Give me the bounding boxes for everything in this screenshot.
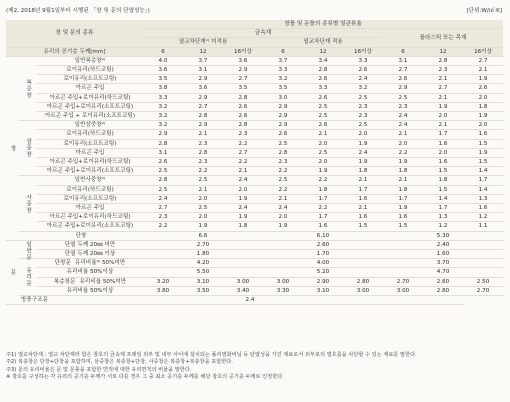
cell-value: 1.7	[303, 213, 343, 222]
cell-value: 3.2	[143, 102, 183, 111]
cell-value: 2.9	[383, 84, 423, 93]
cell-value: 2.2	[223, 139, 263, 148]
cell-value: 2.7	[223, 75, 263, 84]
table-row	[6, 121, 503, 130]
cell-value: 3.3	[303, 84, 343, 93]
cell-value: 2.6	[383, 75, 423, 84]
cell-value: 2.3	[223, 130, 263, 139]
header-plastic-label: 플라스틱 또는 목재	[383, 29, 503, 47]
table-row	[6, 158, 503, 167]
cell-value: 2.0	[383, 139, 423, 148]
cell-value: 2.1	[423, 75, 463, 84]
cell-value: 3.1	[383, 56, 423, 65]
door-category-label: 문	[6, 240, 19, 304]
table-row	[6, 75, 503, 84]
cell-value: 2.6	[263, 130, 303, 139]
cell-value: 1.9	[303, 167, 343, 176]
cell-value: 1.7	[423, 130, 463, 139]
row-name: 일반삼중창²⁾	[37, 121, 143, 130]
cell-value: 1.5	[343, 222, 383, 231]
cell-value: 2.6	[463, 84, 503, 93]
cell-value: 3.6	[183, 84, 223, 93]
row-name: 아르곤 주입	[37, 84, 143, 93]
cell-value: 2.3	[183, 139, 223, 148]
cell-value: 2.7	[183, 102, 223, 111]
cell-value: 1.9	[423, 102, 463, 111]
cell-value: 1.9	[343, 158, 383, 167]
cell-value: 1.9	[223, 213, 263, 222]
header-metal-b: 열교차단재 적용	[263, 38, 383, 47]
cell-value: 1.8	[383, 185, 423, 194]
cell-value: 1.5	[423, 185, 463, 194]
cell-value: 3.1	[183, 66, 223, 75]
cell-value: 1.8	[303, 185, 343, 194]
cell-value: 2.1	[343, 204, 383, 213]
cell-value: 6.6	[143, 231, 263, 240]
cell-value: 1.9	[383, 204, 423, 213]
cell-value: 3.1	[143, 148, 183, 157]
cell-value: 2.7	[143, 204, 183, 213]
row-name: 방풍구조문	[21, 297, 49, 304]
cell-value: 1.6	[423, 158, 463, 167]
subgroup-label: 단창문	[54, 260, 71, 267]
cell-value: 1.7	[343, 185, 383, 194]
row-name: 단열 두께 20㎜ 미만	[37, 240, 143, 249]
cell-value: 4.0	[143, 56, 183, 65]
cell-value: 1.9	[463, 112, 503, 121]
cell-value: 2.4	[343, 148, 383, 157]
row-name: 아르곤 주입+로이유리(하드코팅)	[37, 158, 143, 167]
cell-value: 3.10	[303, 286, 343, 295]
cell-value: 2.4	[223, 176, 263, 185]
window-category-label: 창	[6, 56, 19, 240]
table-row	[6, 185, 503, 194]
table-row	[6, 130, 503, 139]
row-name: 단창	[19, 231, 143, 240]
table-row	[6, 204, 503, 213]
cell-value: 1.8	[423, 176, 463, 185]
cell-value: 2.9	[223, 66, 263, 75]
cell-value: 2.9	[263, 121, 303, 130]
cell-value: 2.90	[303, 277, 343, 286]
cell-value: 2.9	[183, 121, 223, 130]
cell-value: 5.20	[263, 268, 383, 277]
cell-value: 6.10	[263, 231, 383, 240]
cell-value: 3.4	[303, 56, 343, 65]
header-heat-label: 창틀 및 문틀의 종류별 열관류율	[143, 20, 503, 29]
table-row	[6, 268, 503, 277]
cell-value: 2.1	[383, 130, 423, 139]
cell-value: 2.6	[303, 93, 343, 102]
cell-value: 3.70	[383, 259, 503, 268]
table-row	[6, 66, 503, 75]
cell-value: 2.1	[183, 130, 223, 139]
cell-value: 2.9	[263, 112, 303, 121]
cell-value: 2.70	[383, 277, 423, 286]
cell-value: 3.80	[143, 286, 183, 295]
cell-value: 2.5	[183, 176, 223, 185]
cell-value: 3.20	[143, 277, 183, 286]
cell-value: 2.6	[303, 121, 343, 130]
footnote: 주3) 문의 유리비율은 문 및 문틀을 포함한 면적에 대한 유리면적의 비율을 말한다.	[6, 366, 192, 373]
cell-value: 5.30	[383, 231, 503, 240]
header-t16: 16이상	[223, 47, 263, 56]
cell-value: 1.9	[463, 75, 503, 84]
cell-value: 2.8	[183, 148, 223, 157]
cell-value: 2.1	[423, 121, 463, 130]
cell-value: 5.50	[143, 268, 263, 277]
cell-value: 2.6	[223, 112, 263, 121]
table-row	[6, 84, 503, 93]
cell-value: 2.8	[223, 93, 263, 102]
cell-value: 2.2	[263, 185, 303, 194]
cell-value: 2.9	[183, 75, 223, 84]
header-t16: 16이상	[463, 47, 503, 56]
cell-value: 2.1	[303, 130, 343, 139]
header-type-label: 창 및 문의 종류	[6, 20, 143, 47]
row-name	[37, 268, 143, 277]
cell-value: 1.7	[463, 176, 503, 185]
cell-value: 1.6	[343, 194, 383, 203]
cell-value: 2.2	[183, 167, 223, 176]
cell-value: 1.7	[303, 194, 343, 203]
row-name: 로이유리(소프트코팅)	[37, 139, 143, 148]
cell-value: 3.10	[183, 277, 223, 286]
cell-value: 2.0	[303, 158, 343, 167]
cell-value: 2.50	[463, 277, 503, 286]
u-value-table	[6, 20, 503, 305]
cell-value: 2.0	[463, 93, 503, 102]
cell-value: 2.4	[37, 296, 463, 305]
table-row	[6, 240, 503, 249]
cell-value: 3.7	[183, 56, 223, 65]
table-row	[6, 296, 503, 305]
cell-value: 1.9	[183, 222, 223, 231]
table-row	[6, 286, 503, 295]
cell-value: 2.1	[263, 194, 303, 203]
cell-value: 1.5	[423, 167, 463, 176]
cell-value: 3.6	[223, 56, 263, 65]
group-label: 유리문	[19, 259, 37, 296]
table-row	[6, 213, 503, 222]
cell-value: 2.4	[223, 204, 263, 213]
table-row	[6, 93, 503, 102]
row-name: 아르곤 주입+로이유리(소프트코팅)	[37, 222, 143, 231]
header-t12: 12	[183, 47, 223, 56]
cell-value: 3.3	[263, 66, 303, 75]
row-name: 아르곤 주입+로이유리(소프트코팅)	[37, 102, 143, 111]
cell-value: 3.00	[223, 277, 263, 286]
cell-value: 1.7	[383, 194, 423, 203]
cell-value: 1.6	[383, 213, 423, 222]
row-name: 아르곤 주입+로이유리(하드코팅)	[37, 93, 143, 102]
cell-value: 3.2	[143, 112, 183, 121]
cell-value: 1.6	[343, 213, 383, 222]
cell-value: 2.1	[343, 176, 383, 185]
cell-value: 2.70	[463, 286, 503, 295]
cell-value: 2.6	[343, 66, 383, 75]
cell-value: 2.3	[263, 158, 303, 167]
cell-value: 2.0	[263, 213, 303, 222]
cell-value: 1.8	[463, 102, 503, 111]
header-metal-label: 금속재	[143, 29, 383, 38]
cell-value: 2.8	[183, 112, 223, 121]
cell-value: 2.5	[263, 139, 303, 148]
cell-value: 2.8	[143, 176, 183, 185]
table-row	[6, 231, 503, 240]
cell-value: 1.9	[383, 158, 423, 167]
cell-value: 4.70	[383, 268, 503, 277]
row-name: 아르곤 주입 + 로이유리(소프트코팅)	[37, 112, 143, 121]
footnote: ※ 창호를 구성하는 각 유리의 공기층 두께가 서로 다를 경우 그 중 최소 공기층 두께를 해당 창호의 공기층 두께로 인정한다.	[6, 373, 284, 380]
cell-value: 2.7	[383, 66, 423, 75]
cell-value: 2.1	[183, 185, 223, 194]
footnote: 주1) 열교차단재 : 열교 차단재라 함은 창호의 금속제 프레임 외부 및 내부 사이에 설치되는 폴리염화비닐 등 단열성을 가진 재료로서 외부로의 열흐름을 차단할 수 있는 재료를 말한다.	[6, 352, 417, 358]
cell-value: 2.0	[303, 139, 343, 148]
cell-value: 2.4	[343, 75, 383, 84]
cell-value: 3.2	[263, 75, 303, 84]
cell-value: 1.6	[423, 139, 463, 148]
cell-value: 2.5	[143, 185, 183, 194]
cell-value: 2.6	[303, 75, 343, 84]
cell-value: 2.0	[183, 194, 223, 203]
cell-value: 2.5	[383, 93, 423, 102]
header-t12: 12	[423, 47, 463, 56]
table-row	[6, 250, 503, 259]
row-name: 로이유리(하드코팅)	[37, 66, 143, 75]
table-row	[6, 222, 503, 231]
cell-value: 3.00	[343, 286, 383, 295]
cell-value: 1.70	[263, 250, 383, 259]
cell-value: 1.9	[263, 222, 303, 231]
cell-value: 1.6	[303, 222, 343, 231]
cell-value: 2.5	[303, 102, 343, 111]
cell-value: 2.3	[343, 102, 383, 111]
row-name	[37, 277, 143, 286]
cell-value: 2.5	[303, 148, 343, 157]
cell-value: 2.0	[423, 148, 463, 157]
cell-value: 2.0	[223, 185, 263, 194]
header-t6: 6	[263, 47, 303, 56]
cell-value: 3.5	[223, 84, 263, 93]
cell-value: 2.8	[223, 121, 263, 130]
cell-value: 3.30	[263, 286, 303, 295]
cell-value: 4.20	[143, 259, 263, 268]
cell-value: 2.9	[143, 130, 183, 139]
cell-value: 2.60	[423, 277, 463, 286]
cell-value: 2.1	[223, 167, 263, 176]
cell-value: 2.4	[143, 194, 183, 203]
cell-value: 1.8	[223, 222, 263, 231]
footnote: 주2) 복층창은 단창+단창을 포함하며, 삼중창은 복층창+단창, 사중창은 복층창+복층창을 포함한다.	[6, 359, 233, 366]
cell-value: 2.8	[143, 139, 183, 148]
row-name	[37, 259, 143, 268]
row-subname: 유리비율³⁾ 50%미만	[74, 260, 126, 267]
row-name: 로이유리(하드코팅)	[37, 185, 143, 194]
cell-value: 1.9	[343, 139, 383, 148]
cell-value: 4.00	[263, 259, 383, 268]
table-row	[6, 167, 503, 176]
group-label: 사중창	[19, 176, 37, 231]
cell-value: 3.6	[143, 66, 183, 75]
cell-value: 3.8	[143, 84, 183, 93]
cell-value: 2.3	[183, 158, 223, 167]
cell-value: 2.9	[263, 102, 303, 111]
cell-value: 1.9	[223, 194, 263, 203]
cell-value: 1.3	[423, 213, 463, 222]
cell-value: 2.9	[183, 93, 223, 102]
cell-value: 1.4	[463, 185, 503, 194]
cell-value: 1.80	[143, 250, 263, 259]
cell-value: 2.6	[223, 102, 263, 111]
cell-value: 2.0	[463, 121, 503, 130]
cell-value: 3.3	[143, 93, 183, 102]
row-name: 단열 두께 20㎜ 이상	[37, 250, 143, 259]
cell-value: 3.7	[263, 56, 303, 65]
cell-value: 2.80	[423, 286, 463, 295]
cell-value: 3.00	[263, 277, 303, 286]
cell-value: 2.80	[343, 277, 383, 286]
cell-value: 2.5	[343, 121, 383, 130]
cell-value: 2.2	[303, 204, 343, 213]
cell-value: 3.0	[263, 93, 303, 102]
row-name: 로이유리(소프트코팅)	[37, 75, 143, 84]
row-subname: 유리비율 50%이상	[66, 269, 114, 276]
table-row	[6, 148, 503, 157]
row-name: 로이유리(하드코팅)	[37, 130, 143, 139]
table-row	[6, 102, 503, 111]
cell-value: 1.8	[383, 167, 423, 176]
cell-value: 2.7	[423, 84, 463, 93]
cell-value: 2.5	[183, 204, 223, 213]
footnotes	[6, 352, 503, 381]
cell-value: 3.5	[263, 84, 303, 93]
cell-value: 1.6	[463, 204, 503, 213]
cell-value: 2.5	[143, 167, 183, 176]
cell-value: 2.5	[343, 93, 383, 102]
table-row	[6, 176, 503, 185]
cell-value: 1.9	[463, 148, 503, 157]
cell-value: 2.4	[263, 204, 303, 213]
subgroup-label: 복층창문	[53, 278, 76, 285]
group-label: 복층창	[19, 56, 37, 120]
cell-value: 3.50	[183, 286, 223, 295]
row-name	[37, 286, 143, 295]
row-name: 아르곤 주입+로이유리(소프트코팅)	[37, 167, 143, 176]
cell-value: 2.0	[343, 130, 383, 139]
cell-value: 1.5	[463, 139, 503, 148]
cell-value: 2.1	[383, 176, 423, 185]
cell-value: 1.4	[423, 194, 463, 203]
header-t12: 12	[303, 47, 343, 56]
cell-value: 2.0	[423, 112, 463, 121]
cell-value: 2.8	[303, 66, 343, 75]
cell-value: 3.3	[343, 56, 383, 65]
header-metal-a: 열교차단재¹⁾ 미적용	[143, 38, 263, 47]
table-row	[6, 259, 503, 268]
row-subname: 유리비율 50%이상	[66, 287, 114, 294]
cell-value: 1.8	[343, 167, 383, 176]
table-row	[6, 112, 503, 121]
cell-value: 1.7	[423, 204, 463, 213]
cell-value: 1.1	[463, 222, 503, 231]
cell-value: 2.2	[223, 158, 263, 167]
cell-value: 2.7	[463, 56, 503, 65]
group-label: 삼중창	[19, 121, 37, 176]
header-t6: 6	[383, 47, 423, 56]
header-air-label: 유리의 공기층 두께[mm]	[6, 47, 143, 56]
cell-value: 1.2	[423, 222, 463, 231]
cell-value: 1.4	[463, 167, 503, 176]
cell-value: 3.5	[143, 75, 183, 84]
cell-value: 2.2	[383, 148, 423, 157]
row-name: 아르곤 주입	[37, 148, 143, 157]
cell-value: 2.8	[263, 148, 303, 157]
cell-value: 3.00	[383, 286, 423, 295]
header-t6: 6	[143, 47, 183, 56]
cell-value: 2.3	[143, 213, 183, 222]
cell-value: 2.3	[343, 112, 383, 121]
cell-value: 2.2	[303, 176, 343, 185]
row-name: 아르곤 주입+로이유리(하드코팅)	[37, 213, 143, 222]
cell-value: 3.40	[223, 286, 263, 295]
cell-value: 2.3	[423, 66, 463, 75]
cell-value: 2.6	[143, 158, 183, 167]
cell-value: 2.2	[143, 222, 183, 231]
table-row	[6, 277, 503, 286]
header-t16: 16이상	[343, 47, 383, 56]
cell-value: 2.2	[263, 167, 303, 176]
table-row	[6, 56, 503, 65]
cell-value: 2.40	[383, 240, 503, 249]
cell-value: 2.3	[383, 102, 423, 111]
table-row	[6, 139, 503, 148]
cell-value: 1.2	[463, 213, 503, 222]
row-name: 일반사중창²⁾	[37, 176, 143, 185]
row-name: 일반복층창²⁾	[37, 56, 143, 65]
cell-value: 1.5	[463, 158, 503, 167]
cell-value: 2.70	[143, 240, 263, 249]
cell-value: 1.3	[463, 194, 503, 203]
cell-value: 3.2	[143, 121, 183, 130]
unit-label: [단위:W/㎡·K]	[466, 8, 502, 14]
cell-value: 1.60	[383, 250, 503, 259]
cell-value: 3.2	[343, 84, 383, 93]
group-label: 일반문	[19, 240, 37, 258]
cell-value: 2.5	[263, 176, 303, 185]
cell-value: 2.1	[423, 93, 463, 102]
row-name: 아르곤 주입	[37, 204, 143, 213]
cell-value: 2.0	[183, 213, 223, 222]
cell-value: 2.7	[223, 148, 263, 157]
row-subname: 유리비율 50%미만	[79, 278, 127, 285]
cell-value: 2.1	[463, 66, 503, 75]
table-row	[6, 194, 503, 203]
cell-value: 1.5	[383, 222, 423, 231]
cell-value: 2.4	[383, 112, 423, 121]
cell-value: 1.6	[463, 130, 503, 139]
cell-value: 2.5	[303, 112, 343, 121]
cell-value: 2.60	[263, 240, 383, 249]
cell-value: 2.8	[423, 56, 463, 65]
cell-value: 2.4	[383, 121, 423, 130]
table-caption: (제2, 2018년 9월1일부터 시행된 「창 및 문의 단열성능」)	[6, 8, 150, 14]
row-name: 로이유리(소프트코팅)	[37, 194, 143, 203]
